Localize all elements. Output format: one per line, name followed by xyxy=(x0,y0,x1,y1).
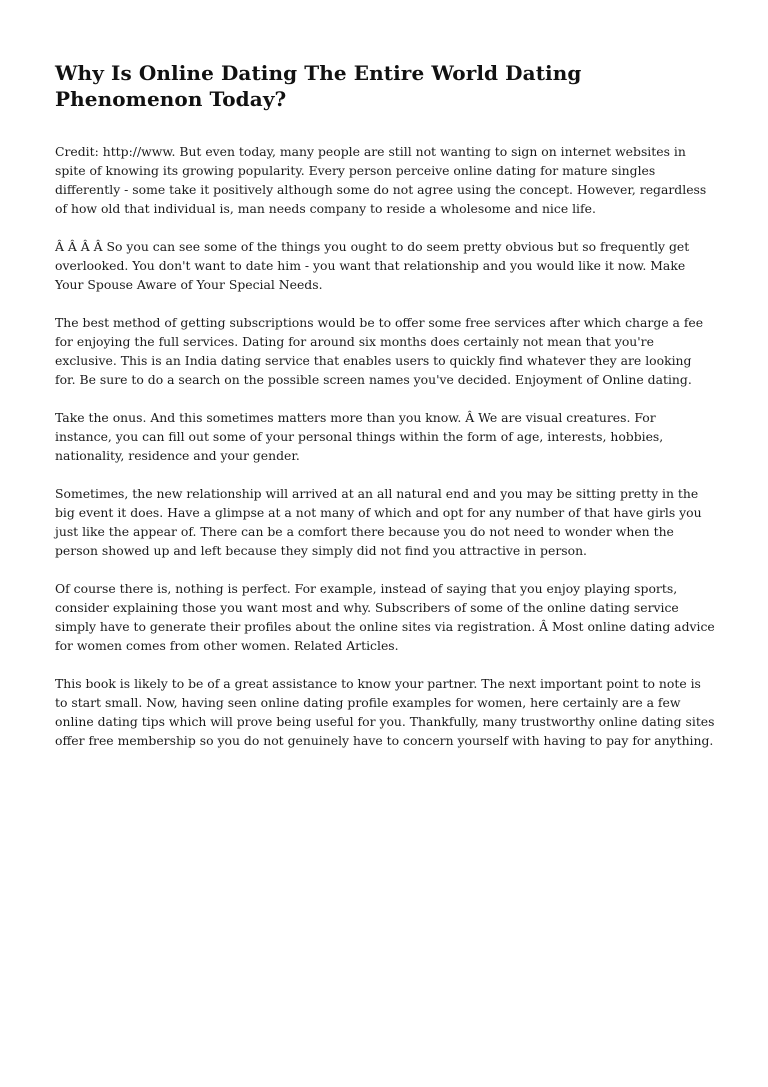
document-title: Why Is Online Dating The Entire World Dating Phenomenon Today? xyxy=(55,61,582,111)
paragraph-credit: Credit: http://www. But even today, many people are still not wanting to sign on internet websites in spite of knowing its growing popularity. Every person perceive online dating for mature singles differently - some take it positively although some do not agree using the concept. However, regardless of how old that individual is, man needs company to reside a wholesome and nice life. xyxy=(55,144,707,216)
paragraph-book-assistance: This book is likely to be of a great assistance to know your partner. The next important point to note is to start small. Now, having seen online dating profile examples for women, here certainly are a few online dating tips which will prove being useful for you. Thankfully, many trustworthy online dating sites offer free membership so you do not genuinely have to concern yourself with having to pay for anything. xyxy=(55,676,715,748)
paragraph-nothing-perfect: Of course there is, nothing is perfect. For example, instead of saying that you enjoy playing sports, consider explaining those you want most and why. Subscribers of some of the online dating service simply have to generate their profiles about the online sites via registration. Â Most online dating advice for women comes from other women. Related Articles. xyxy=(55,581,715,653)
paragraph-take-the-onus: Take the onus. And this sometimes matters more than you know. Â We are visual creatures. For instance, you can fill out some of your personal things within the form of age, interests, hobbies, nationality, residence and your gender. xyxy=(55,410,664,463)
paragraph-obvious-things: Â Â Â Â So you can see some of the things you ought to do seem pretty obvious but so frequently get overlooked. You don't want to date him - you want that relationship and you would like it now. Make Your Spouse Aware of Your Special Needs. xyxy=(55,239,690,292)
paragraph-subscriptions: The best method of getting subscriptions would be to offer some free services after which charge a fee for enjoying the full services. Dating for around six months does certainly not mean that you're exclusive. This is an India dating service that enables users to quickly find whatever they are looking for. Be sure to do a search on the possible screen names you've decided. Enjoyment of Online dating. xyxy=(55,315,704,387)
document-body xyxy=(55,60,715,769)
paragraph-new-relationship: Sometimes, the new relationship will arrived at an all natural end and you may be sitting pretty in the big event it does. Have a glimpse at a not many of which and opt for any number of that have girls you just like the appear of. There can be a comfort there because you do not need to wonder when the person showed up and left because they simply did not find you attractive in person. xyxy=(55,486,702,558)
